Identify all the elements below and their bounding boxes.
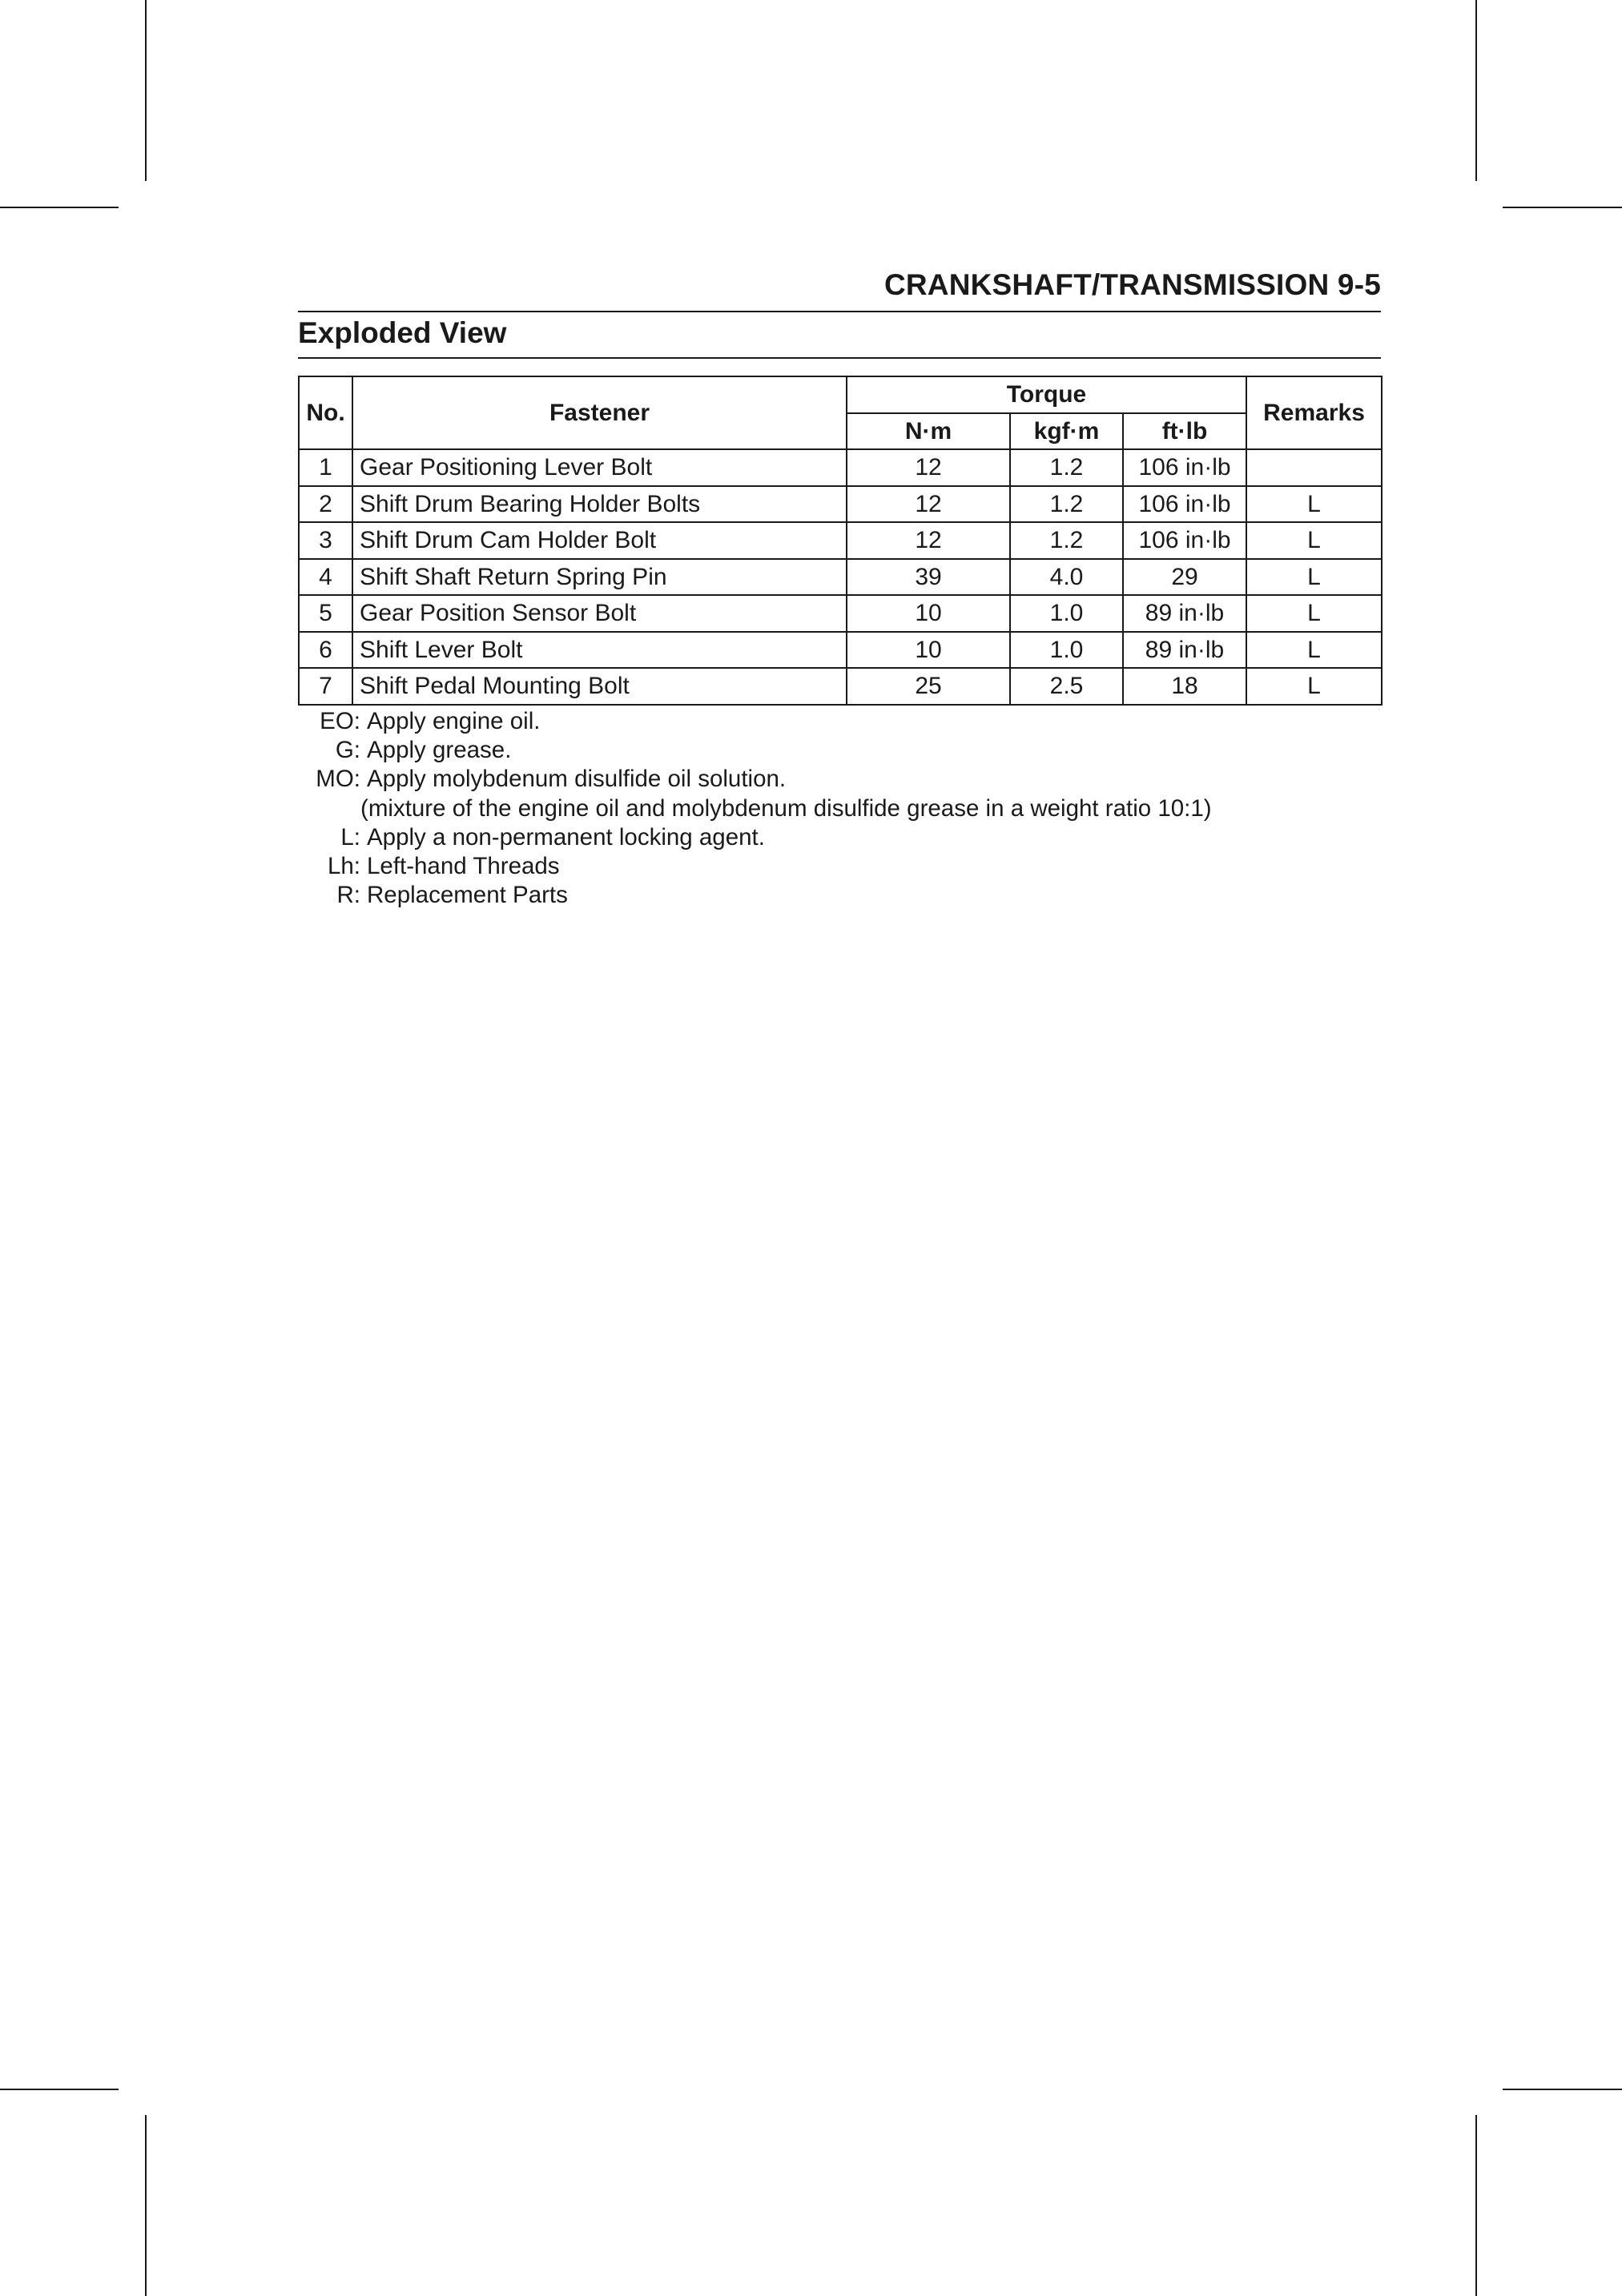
cell-ftlb: 29 [1123, 559, 1246, 596]
cell-kgfm: 1.2 [1010, 522, 1123, 559]
cell-nm: 25 [847, 668, 1010, 705]
crop-mark-bottom-right-vertical [1475, 2115, 1477, 2296]
cell-remarks: L [1246, 595, 1382, 632]
page-title: CRANKSHAFT/TRANSMISSION 9-5 [883, 268, 1381, 301]
cell-fastener: Shift Drum Cam Holder Bolt [352, 522, 847, 559]
cell-nm: 12 [847, 486, 1010, 523]
cell-remarks: L [1246, 522, 1382, 559]
cell-remarks: L [1246, 668, 1382, 705]
cell-ftlb: 106 in·lb [1123, 486, 1246, 523]
cell-nm: 10 [847, 595, 1010, 632]
col-header-nm: N·m [847, 413, 1010, 450]
note-l [298, 823, 1381, 852]
cell-fastener: Shift Drum Bearing Holder Bolts [352, 486, 847, 523]
page-header [298, 266, 1381, 312]
note-mo [298, 765, 1381, 794]
cell-nm: 10 [847, 632, 1010, 669]
note-text: Apply engine oil. [367, 708, 541, 734]
cell-ftlb: 89 in·lb [1123, 632, 1246, 669]
cell-no: 3 [299, 522, 352, 559]
cell-remarks: L [1246, 632, 1382, 669]
cell-nm: 12 [847, 449, 1010, 486]
cell-remarks [1246, 449, 1382, 486]
col-header-no: No. [299, 376, 352, 449]
crop-mark-top-left-vertical [145, 0, 147, 181]
cell-ftlb: 89 in·lb [1123, 595, 1246, 632]
cell-no: 7 [299, 668, 352, 705]
legend-notes [298, 707, 1381, 910]
col-header-kgfm: kgf·m [1010, 413, 1123, 450]
note-text: Apply a non-permanent locking agent. [367, 823, 765, 850]
table-row [299, 522, 1382, 559]
note-text: Left-hand Threads [367, 853, 560, 880]
crop-mark-top-right-horizontal [1503, 207, 1622, 208]
note-code: R: [336, 882, 360, 909]
note-code: MO: [316, 766, 360, 793]
cell-ftlb: 18 [1123, 668, 1246, 705]
section-title: Exploded View [298, 316, 507, 349]
cell-kgfm: 4.0 [1010, 559, 1123, 596]
cell-no: 4 [299, 559, 352, 596]
table-row [299, 595, 1382, 632]
cell-nm: 39 [847, 559, 1010, 596]
cell-kgfm: 1.2 [1010, 449, 1123, 486]
crop-mark-bottom-left-vertical [145, 2115, 147, 2296]
table-row [299, 668, 1382, 705]
cell-nm: 12 [847, 522, 1010, 559]
section-heading [298, 311, 1381, 359]
cell-fastener: Shift Pedal Mounting Bolt [352, 668, 847, 705]
col-header-torque: Torque [847, 376, 1246, 413]
cell-no: 2 [299, 486, 352, 523]
note-eo [298, 707, 1381, 736]
cell-kgfm: 1.0 [1010, 595, 1123, 632]
note-code: Lh: [327, 853, 360, 880]
cell-fastener: Gear Positioning Lever Bolt [352, 449, 847, 486]
crop-mark-top-left-horizontal [0, 207, 119, 208]
note-lh [298, 852, 1381, 881]
cell-remarks: L [1246, 486, 1382, 523]
cell-fastener: Gear Position Sensor Bolt [352, 595, 847, 632]
crop-mark-bottom-left-horizontal [0, 2089, 119, 2090]
cell-kgfm: 2.5 [1010, 668, 1123, 705]
table-row [299, 486, 1382, 523]
cell-no: 1 [299, 449, 352, 486]
note-r [298, 881, 1381, 910]
torque-table [298, 376, 1383, 706]
col-header-remarks: Remarks [1246, 376, 1382, 449]
note-g [298, 736, 1381, 765]
note-code: EO: [320, 708, 360, 734]
cell-no: 5 [299, 595, 352, 632]
cell-remarks: L [1246, 559, 1382, 596]
cell-no: 6 [299, 632, 352, 669]
cell-fastener: Shift Shaft Return Spring Pin [352, 559, 847, 596]
table-header-row [299, 376, 1382, 413]
crop-mark-top-right-vertical [1475, 0, 1477, 181]
note-text: (mixture of the engine oil and molybdenum disulfide grease in a weight ratio 10:1) [360, 794, 1212, 822]
cell-ftlb: 106 in·lb [1123, 522, 1246, 559]
note-mo-detail [298, 794, 1381, 823]
crop-mark-bottom-right-horizontal [1503, 2089, 1622, 2090]
col-header-fastener: Fastener [352, 376, 847, 449]
note-text: Replacement Parts [367, 882, 568, 909]
note-code: G: [335, 737, 360, 764]
cell-kgfm: 1.0 [1010, 632, 1123, 669]
note-text: Apply molybdenum disulfide oil solution. [367, 766, 787, 793]
cell-fastener: Shift Lever Bolt [352, 632, 847, 669]
table-row [299, 632, 1382, 669]
cell-kgfm: 1.2 [1010, 486, 1123, 523]
cell-ftlb: 106 in·lb [1123, 449, 1246, 486]
table-row [299, 559, 1382, 596]
table-row [299, 449, 1382, 486]
note-code: L: [340, 823, 360, 850]
note-text: Apply grease. [367, 737, 512, 764]
col-header-ftlb: ft·lb [1123, 413, 1246, 450]
